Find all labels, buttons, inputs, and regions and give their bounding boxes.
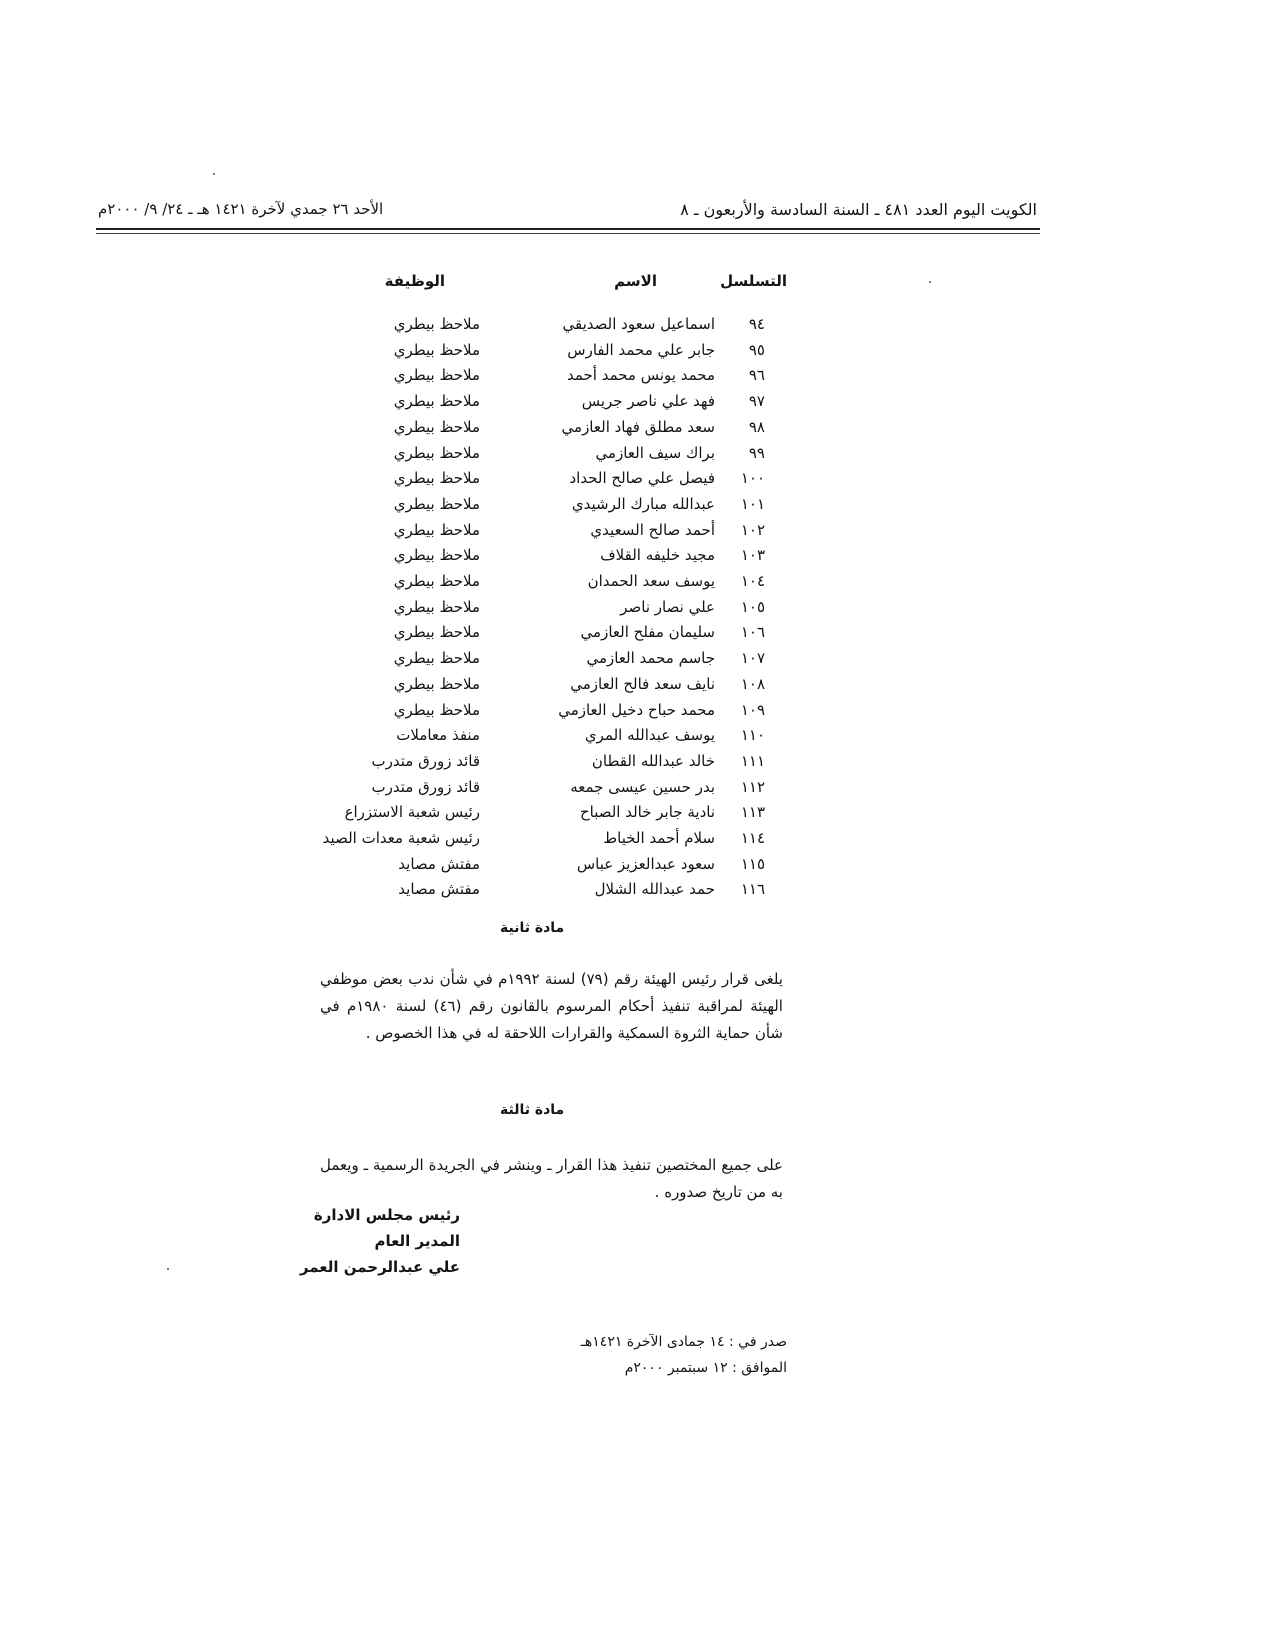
row-job: ملاحظ بيطري	[393, 469, 480, 488]
row-name: سعد مطلق فهاد العازمي	[561, 417, 715, 436]
table-row	[0, 675, 1275, 701]
row-job: ملاحظ بيطري	[393, 494, 480, 513]
table-row	[0, 778, 1275, 804]
row-serial: ١١٥	[740, 854, 765, 873]
table-row	[0, 495, 1275, 521]
table-row	[0, 341, 1275, 367]
row-serial: ١١٤	[740, 829, 765, 847]
table-row	[0, 315, 1275, 341]
row-job: ملاحظ بيطري	[393, 700, 480, 719]
article-two-text: يلغى قرار رئيس الهيئة رقم (٧٩) لسنة ١٩٩٢م في شأن ندب بعض موظفي الهيئة لمراقبة تنفيذ أحكام المرسوم بالقانون رقم (٤٦) لسنة ١٩٨٠م في شأن حماية الثروة السمكية والقرارات اللاحقة له في هذا الخصوص .	[320, 970, 783, 1042]
row-serial: ٩٧	[748, 392, 765, 411]
row-name: عبدالله مبارك الرشيدي	[571, 494, 715, 513]
row-name: يوسف عبدالله المري	[584, 726, 715, 745]
row-name: محمد يونس محمد أحمد	[566, 366, 715, 385]
row-name: سعود عبدالعزيز عباس	[576, 854, 715, 873]
row-name: سليمان مفلح العازمي	[580, 623, 715, 642]
table-row	[0, 598, 1275, 624]
row-name: محمد حباح دخيل العازمي	[558, 700, 715, 719]
row-name: حمد عبدالله الشلال	[594, 880, 715, 899]
row-serial: ١٠٥	[740, 597, 765, 616]
row-serial: ٩٥	[748, 340, 765, 359]
row-name: يوسف سعد الحمدان	[587, 572, 715, 590]
row-name: نايف سعد فالح العازمي	[570, 674, 715, 693]
row-job: ملاحظ بيطري	[393, 315, 480, 333]
row-name: بدر حسين عيسى جمعه	[570, 777, 715, 796]
table-row	[0, 803, 1275, 829]
row-serial: ١٠٧	[740, 649, 765, 668]
row-name: خالد عبدالله القطان	[591, 751, 715, 770]
table-row	[0, 366, 1275, 392]
table-row	[0, 726, 1275, 752]
table-row	[0, 546, 1275, 572]
table-row	[0, 392, 1275, 418]
gazette-issue-header: الكويت اليوم العدد ٤٨١ ـ السنة السادسة والأربعون ـ ٨	[680, 200, 1037, 219]
row-name: فيصل علي صالح الحداد	[569, 469, 715, 488]
issue-date-gregorian: الموافق : ١٢ سبتمبر ٢٠٠٠م	[624, 1360, 787, 1376]
article-three-text: على جميع المختصين تنفيذ هذا القرار ـ وينشر في الجريدة الرسمية ـ ويعمل به من تاريخ صدوره .	[320, 1156, 783, 1201]
row-job: قائد زورق متدرب	[371, 777, 480, 796]
table-row	[0, 649, 1275, 675]
column-header-serial: التسلسل	[720, 272, 787, 290]
row-name: أحمد صالح السعيدي	[590, 520, 715, 539]
row-name: مجيد خليفه القلاف	[600, 546, 715, 565]
gazette-date-header: الأحد ٢٦ جمدي لآخرة ١٤٢١ هـ ـ ٢٤/ ٩/ ٢٠٠٠م	[98, 200, 384, 218]
header-rule-thin	[96, 233, 1040, 234]
row-serial: ١٠٣	[740, 546, 765, 565]
row-serial: ١٠٦	[740, 623, 765, 642]
row-serial: ٩٨	[748, 417, 765, 436]
row-serial: ١٠٢	[740, 520, 765, 539]
row-name: جابر علي محمد الفارس	[567, 340, 715, 359]
scan-speck	[167, 1268, 169, 1270]
table-row	[0, 521, 1275, 547]
signature-name: علي عبدالرحمن العمر	[299, 1258, 460, 1276]
row-serial: ١١٠	[740, 726, 765, 745]
row-job: ملاحظ بيطري	[393, 392, 480, 411]
row-serial: ١٠١	[740, 494, 765, 513]
column-header-name: الاسم	[614, 272, 657, 290]
article-three-heading: مادة ثالثة	[500, 1102, 565, 1118]
row-name: علي نصار ناصر	[620, 597, 715, 616]
column-header-job: الوظيفة	[384, 272, 445, 290]
row-job: ملاحظ بيطري	[393, 623, 480, 642]
row-job: ملاحظ بيطري	[393, 674, 480, 693]
table-row	[0, 469, 1275, 495]
table-row	[0, 623, 1275, 649]
issue-date-hijri: صدر في : ١٤ جمادى الآخرة ١٤٢١هـ	[580, 1334, 787, 1350]
row-name: جاسم محمد العازمي	[586, 649, 715, 668]
article-two-heading: مادة ثانية	[500, 920, 565, 936]
table-row	[0, 855, 1275, 881]
row-name: سلام أحمد الخياط	[603, 829, 715, 847]
row-serial: ٩٦	[748, 366, 765, 385]
row-job: ملاحظ بيطري	[393, 417, 480, 436]
row-name: براك سيف العازمي	[595, 443, 715, 462]
row-name: نادية جابر خالد الصباح	[579, 803, 715, 822]
table-row	[0, 444, 1275, 470]
row-job: ملاحظ بيطري	[393, 546, 480, 565]
table-row	[0, 701, 1275, 727]
row-job: مفتش مصايد	[398, 880, 480, 899]
row-serial: ٩٤	[748, 315, 765, 333]
row-job: ملاحظ بيطري	[393, 649, 480, 668]
row-job: مفتش مصايد	[398, 854, 480, 873]
scan-speck	[929, 281, 931, 283]
table-row	[0, 752, 1275, 778]
table-row	[0, 572, 1275, 598]
row-job: ملاحظ بيطري	[393, 597, 480, 616]
row-serial: ١١١	[740, 751, 765, 770]
row-job: ملاحظ بيطري	[393, 572, 480, 590]
row-name: اسماعيل سعود الصديقي	[562, 315, 715, 333]
row-serial: ١٠٤	[740, 572, 765, 590]
row-job: قائد زورق متدرب	[371, 751, 480, 770]
row-job: ملاحظ بيطري	[393, 366, 480, 385]
table-row	[0, 418, 1275, 444]
row-serial: ١١٦	[740, 880, 765, 899]
scan-speck	[213, 173, 215, 175]
row-serial: ١٠٩	[740, 700, 765, 719]
signature-title: رئيس مجلس الادارة	[313, 1206, 460, 1224]
row-job: ملاحظ بيطري	[393, 443, 480, 462]
row-job: منفذ معاملات	[396, 726, 480, 745]
row-name: فهد علي ناصر جريس	[581, 392, 715, 411]
signature-role: المدير العام	[374, 1232, 460, 1250]
table-row	[0, 880, 1275, 906]
row-job: ملاحظ بيطري	[393, 340, 480, 359]
row-serial: ١١٢	[740, 777, 765, 796]
row-job: رئيس شعبة معدات الصيد	[322, 829, 480, 847]
table-row	[0, 829, 1275, 855]
row-job: رئيس شعبة الاستزراع	[344, 803, 480, 822]
row-serial: ٩٩	[748, 443, 765, 462]
header-rule	[96, 228, 1040, 230]
row-serial: ١٠٨	[740, 674, 765, 693]
row-serial: ١١٣	[740, 803, 765, 822]
row-job: ملاحظ بيطري	[393, 520, 480, 539]
row-serial: ١٠٠	[740, 469, 765, 488]
